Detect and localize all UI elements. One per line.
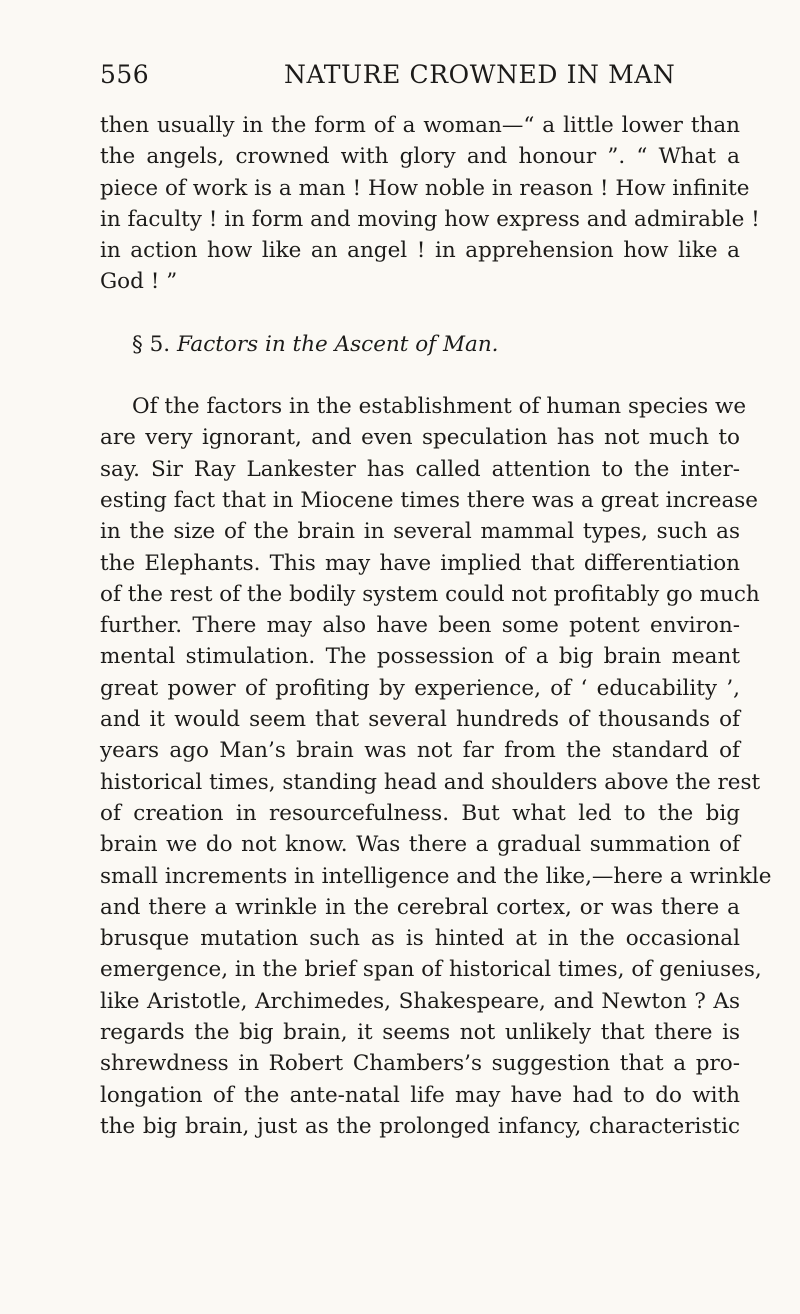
text-line: brusque mutation such as is hinted at in the occasional (100, 926, 740, 952)
text-line: then usually in the form of a woman—“ a little lower than (100, 113, 740, 138)
text-line: like Aristotle, Archimedes, Shakespeare, and Newton ? As (100, 988, 740, 1014)
text-line: the angels, crowned with glory and honour ”. “ What a (100, 144, 740, 170)
text-line: great power of profiting by experience, of ‘ educability ’, (100, 675, 740, 701)
body-text (100, 110, 772, 1142)
text-line: emergence, in the brief span of historical times, of geniuses, (100, 957, 762, 983)
text-line: and there a wrinkle in the cerebral cortex, or was there a (100, 894, 740, 920)
paragraph-2 (100, 391, 772, 1142)
text-line: and it would seem that several hundreds of thousands of (100, 707, 740, 733)
text-line: God ! ” (100, 269, 178, 295)
text-line: years ago Man’s brain was not far from the standard of (100, 738, 740, 764)
text-line: mental stimulation. The possession of a big brain meant (100, 644, 740, 670)
text-line: brain we do not know. Was there a gradual summation of (100, 832, 740, 858)
section-heading (100, 329, 740, 360)
text-line: Of the factors in the establishment of human species we (132, 394, 747, 420)
text-line: in the size of the brain in several mammal types, such as (100, 519, 740, 545)
text-line: in action how like an angel ! in apprehension how like a (100, 238, 740, 264)
paragraph-1 (100, 110, 760, 298)
page-header (100, 60, 740, 94)
text-line: shrewdness in Robert Chambers’s suggestion that a pro- (100, 1051, 740, 1077)
text-line: are very ignorant, and even speculation has not much to (100, 425, 740, 451)
text-line: small increments in intelligence and the like,—here a wrinkle (100, 863, 772, 889)
text-line: of the rest of the bodily system could not profitably go much (100, 581, 760, 607)
text-line: piece of work is a man ! How noble in reason ! How infinite (100, 175, 750, 201)
page-number: 556 (100, 60, 150, 89)
text-line: of creation in resourcefulness. But what led to the big (100, 800, 740, 826)
text-line: further. There may also have been some potent environ- (100, 613, 740, 639)
text-line: historical times, standing head and shoulders above the rest (100, 769, 761, 795)
section-number: § 5. (132, 331, 171, 357)
section-title: Factors in the Ascent of Man. (176, 331, 499, 357)
text-line: regards the big brain, it seems not unlikely that there is (100, 1020, 740, 1046)
text-line: longation of the ante-natal life may have had to do with (100, 1082, 740, 1108)
text-line: the Elephants. This may have implied that differentiation (100, 550, 740, 576)
text-line: the big brain, just as the prolonged infancy, characteristic (100, 1113, 740, 1139)
text-line: esting fact that in Miocene times there was a great increase (100, 487, 759, 513)
running-title: NATURE CROWNED IN MAN (284, 60, 676, 89)
text-line: in faculty ! in form and moving how express and admirable ! (100, 206, 760, 232)
text-line: say. Sir Ray Lankester has called attention to the inter- (100, 456, 740, 482)
